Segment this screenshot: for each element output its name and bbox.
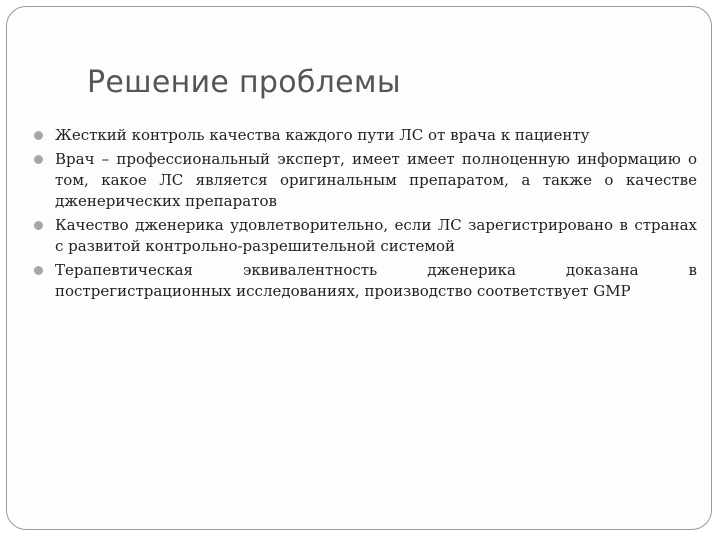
- bullet-dot-icon: [34, 131, 43, 140]
- bullet-text-line-2: пострегистрационных исследованиях, производство соответствует GMP: [55, 282, 631, 300]
- bullet-text-line-1: Терапевтическая эквивалентность дженерика доказана в: [55, 261, 697, 279]
- bullet-dot-icon: [34, 266, 43, 275]
- slide-title: Решение проблемы: [87, 65, 401, 100]
- slide-frame: [6, 6, 712, 530]
- bullet-text: Качество дженерика удовлетворительно, если ЛС зарегистрировано в странах с развитой контрольно-разрешительной системой: [55, 216, 697, 255]
- bullet-list: [31, 125, 697, 305]
- bullet-item: [31, 260, 697, 302]
- bullet-text: Врач – профессиональный эксперт, имеет имеет полноценную информацию о том, какое ЛС является оригинальным препаратом, а также о качестве дженерических препаратов: [55, 150, 697, 210]
- bullet-text: Жесткий контроль качества каждого пути ЛС от врача к пациенту: [55, 126, 590, 144]
- bullet-dot-icon: [34, 155, 43, 164]
- bullet-dot-icon: [34, 221, 43, 230]
- bullet-item: [31, 215, 697, 257]
- bullet-item: [31, 125, 697, 146]
- bullet-item: [31, 149, 697, 212]
